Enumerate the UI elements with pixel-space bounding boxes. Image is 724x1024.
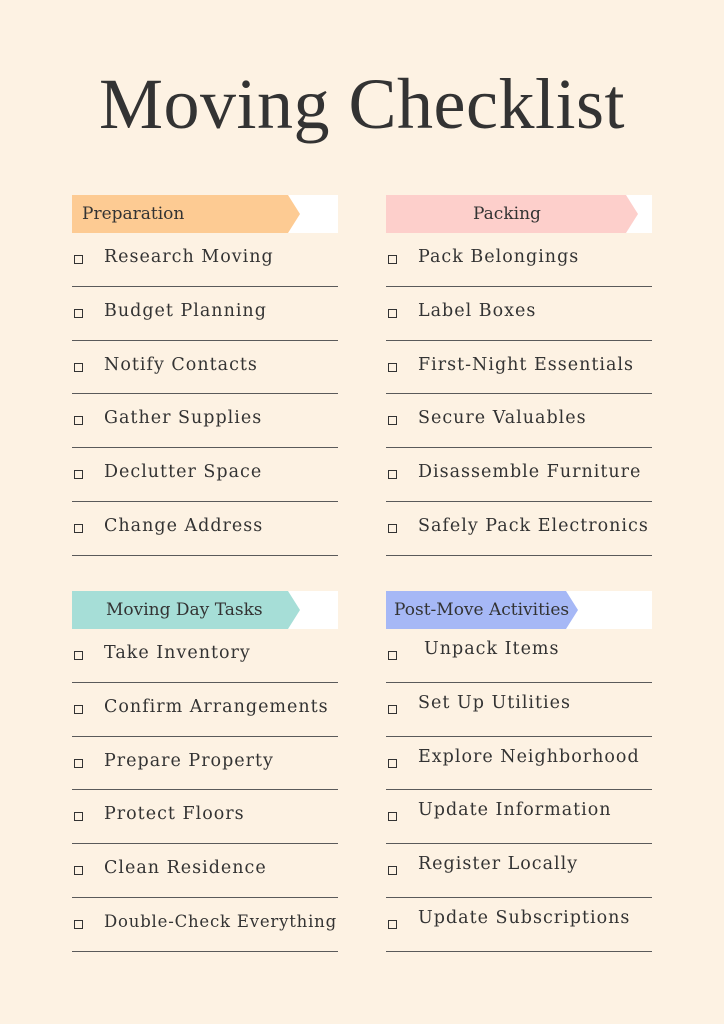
item-label: Secure Valuables — [418, 408, 587, 429]
checklist-item — [386, 737, 652, 791]
item-label: Gather Supplies — [104, 408, 263, 429]
checklist-item — [72, 683, 338, 737]
checklist-item — [72, 287, 338, 341]
checklist-item — [72, 737, 338, 791]
checkbox[interactable] — [388, 812, 397, 821]
item-label: Clean Residence — [104, 858, 267, 879]
checklist-item — [386, 844, 652, 898]
checkbox[interactable] — [388, 363, 397, 372]
checkbox[interactable] — [388, 524, 397, 533]
item-label: Change Address — [104, 515, 264, 536]
item-label: Update Information — [418, 800, 612, 821]
checkbox[interactable] — [74, 866, 83, 875]
section-header — [72, 591, 338, 629]
item-label: Double-Check Everything — [104, 911, 337, 931]
section-title: Post-Move Activities — [394, 600, 570, 620]
item-label: Prepare Property — [104, 750, 274, 771]
section-title: Preparation — [82, 204, 185, 224]
checkbox[interactable] — [388, 866, 397, 875]
item-label: Safely Pack Electronics — [418, 515, 649, 536]
checkbox[interactable] — [74, 812, 83, 821]
item-label: Notify Contacts — [104, 354, 258, 375]
checklist-item — [386, 790, 652, 844]
section-title: Packing — [473, 204, 541, 224]
item-label: Update Subscriptions — [418, 907, 631, 928]
checkbox[interactable] — [74, 416, 83, 425]
checkbox[interactable] — [74, 309, 83, 318]
checklist-item — [386, 898, 652, 952]
checkbox[interactable] — [388, 255, 397, 264]
checklist-item — [386, 394, 652, 448]
item-label: Label Boxes — [418, 300, 537, 321]
checkbox[interactable] — [74, 759, 83, 768]
checklist-item — [386, 683, 652, 737]
checkbox[interactable] — [388, 705, 397, 714]
checklist-item — [386, 287, 652, 341]
section-preparation — [72, 195, 338, 556]
checkbox[interactable] — [74, 470, 83, 479]
item-label: Unpack Items — [424, 639, 560, 659]
checklist-item — [386, 448, 652, 502]
section-moving-day — [72, 591, 338, 952]
checklist-item — [72, 448, 338, 502]
checkbox[interactable] — [74, 255, 83, 264]
item-label: First-Night Essentials — [418, 354, 635, 375]
checklist-item — [72, 790, 338, 844]
item-label: Take Inventory — [104, 643, 251, 663]
item-label: Declutter Space — [104, 462, 263, 483]
checklist-item — [72, 502, 338, 556]
checkbox[interactable] — [74, 363, 83, 372]
checklist-item — [386, 341, 652, 395]
checklist-item — [386, 502, 652, 556]
section-header — [72, 195, 338, 233]
item-label: Pack Belongings — [418, 247, 580, 267]
checkbox[interactable] — [74, 920, 83, 929]
item-label: Explore Neighborhood — [418, 746, 640, 767]
item-label: Disassemble Furniture — [418, 462, 642, 483]
checklist-item — [72, 341, 338, 395]
checkbox[interactable] — [388, 470, 397, 479]
item-label: Confirm Arrangements — [104, 696, 329, 717]
checkbox[interactable] — [388, 759, 397, 768]
item-label: Research Moving — [104, 247, 274, 267]
checkbox[interactable] — [388, 920, 397, 929]
item-label: Protect Floors — [104, 804, 245, 825]
checkbox[interactable] — [74, 705, 83, 714]
checklist-item — [72, 233, 338, 287]
page-title: Moving Checklist — [99, 64, 625, 144]
checklist-item — [72, 844, 338, 898]
checkbox[interactable] — [388, 309, 397, 318]
checklist-item — [72, 898, 338, 952]
checklist-item — [72, 394, 338, 448]
checkbox[interactable] — [74, 651, 83, 660]
section-header — [386, 591, 652, 629]
checklist-item — [72, 629, 338, 683]
item-label: Set Up Utilities — [418, 692, 571, 713]
item-label: Register Locally — [418, 854, 579, 875]
checkbox[interactable] — [74, 524, 83, 533]
section-packing — [386, 195, 652, 556]
section-header — [386, 195, 652, 233]
section-post-move — [386, 591, 652, 952]
checklist-item — [386, 629, 652, 683]
checkbox[interactable] — [388, 651, 397, 660]
checkbox[interactable] — [388, 416, 397, 425]
item-label: Budget Planning — [104, 300, 267, 321]
checklist-item — [386, 233, 652, 287]
section-title: Moving Day Tasks — [106, 600, 263, 620]
